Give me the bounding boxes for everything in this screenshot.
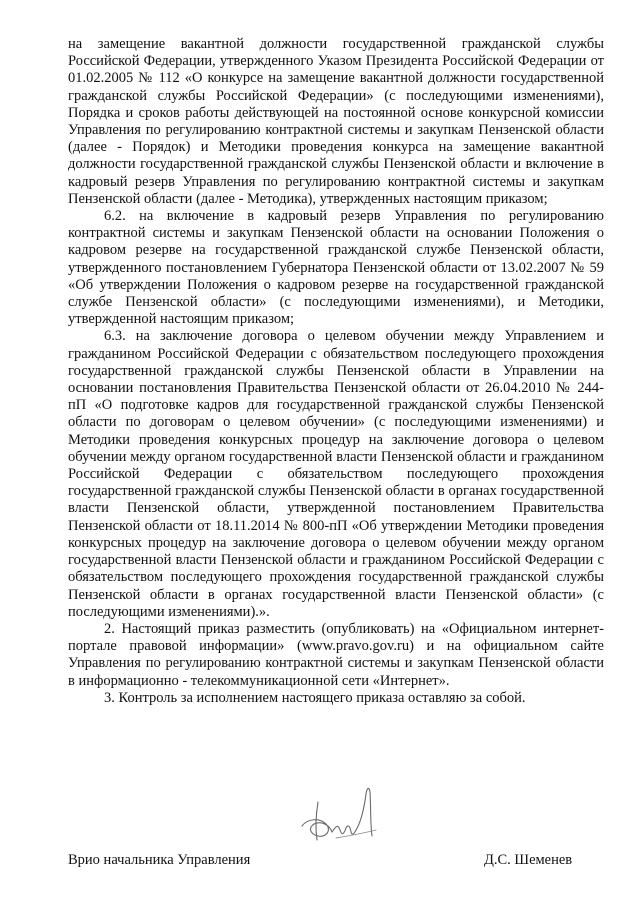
signatory-name: Д.С. Шеменев: [484, 852, 573, 868]
paragraph-3-control: 3. Контроль за исполнением настоящего приказа оставляю за собой.: [104, 689, 526, 706]
document-body: [68, 36, 604, 707]
signatory-position: Врио начальника Управления: [68, 852, 251, 868]
paragraph-6-2: 6.2. на включение в кадровый резерв Управления по регулированию контрактной системы и закупкам Пензенской области на основании Положения о кадровом резерве на государственной гражданской службе Пензенской области, утвержденного постановлением Губернатора Пензенской области от 13.02.2007 № 59 «Об утверждении Положения о кадровом резерве на государственной гражданской службе Пензенской области» (с последующими изменениями), и Методики, утвержденной настоящим приказом;: [68, 208, 604, 328]
handwritten-signature: [296, 780, 392, 846]
paragraph-6-3: 6.3. на заключение договора о целевом обучении между Управлением и гражданином Российской Федерации с обязательством последующего прохождения государственной гражданской службы Пензенской области в Управлении на основании постановления Правительства Пензенской области от 26.04.2010 № 244-пП «О подготовке кадров для государственной гражданской службы Пензенской области по договорам о целевом обучении» (с последующими изменениями) и Методики проведения конкурсных процедур на заключение договора о целевом обучении между органом государственной власти Пензенской области и гражданином Российской Федерации с обязательством последующего прохождения государственной гражданской службы Пензенской области в органах государственной власти Пензенской области, утвержденной постановлением Правительства Пензенской области от 18.11.2014 № 800-пП «Об утверждении Методики проведения конкурсных процедур на заключение договора о целевом обучении между органом государственной власти Пензенской области и гражданином Российской Федерации с обязательством последующего прохождения государственной гражданской службы Пензенской области в органах государственной власти Пензенской области» (с последующими изменениями).».: [68, 328, 604, 620]
paragraph-continuation: на замещение вакантной должности государственной гражданской службы Российской Федерации, утвержденного Указом Президента Российской Федерации от 01.02.2005 № 112 «О конкурсе на замещение вакантной должности государственной гражданской службы Российской Федерации» (с последующими изменениями), Порядка и сроков работы действующей на постоянной основе конкурсной комиссии Управления по регулированию контрактной системы и закупкам Пензенской области (далее - Порядок) и Методики проведения конкурса на замещение вакантной должности государственной гражданской службы Пензенской области и включение в кадровый резерв Управления по регулированию контрактной системы и закупкам Пензенской области (далее - Методика), утвержденных настоящим приказом;: [68, 36, 604, 207]
paragraph-2-publication: 2. Настоящий приказ разместить (опубликовать) на «Официальном интернет-портале правовой информации» (www.pravo.gov.ru) и на официальном сайте Управления по регулированию контрактной системы и закупкам Пензенской области в информационно - телекоммуникационной сети «Интернет».: [68, 620, 604, 689]
